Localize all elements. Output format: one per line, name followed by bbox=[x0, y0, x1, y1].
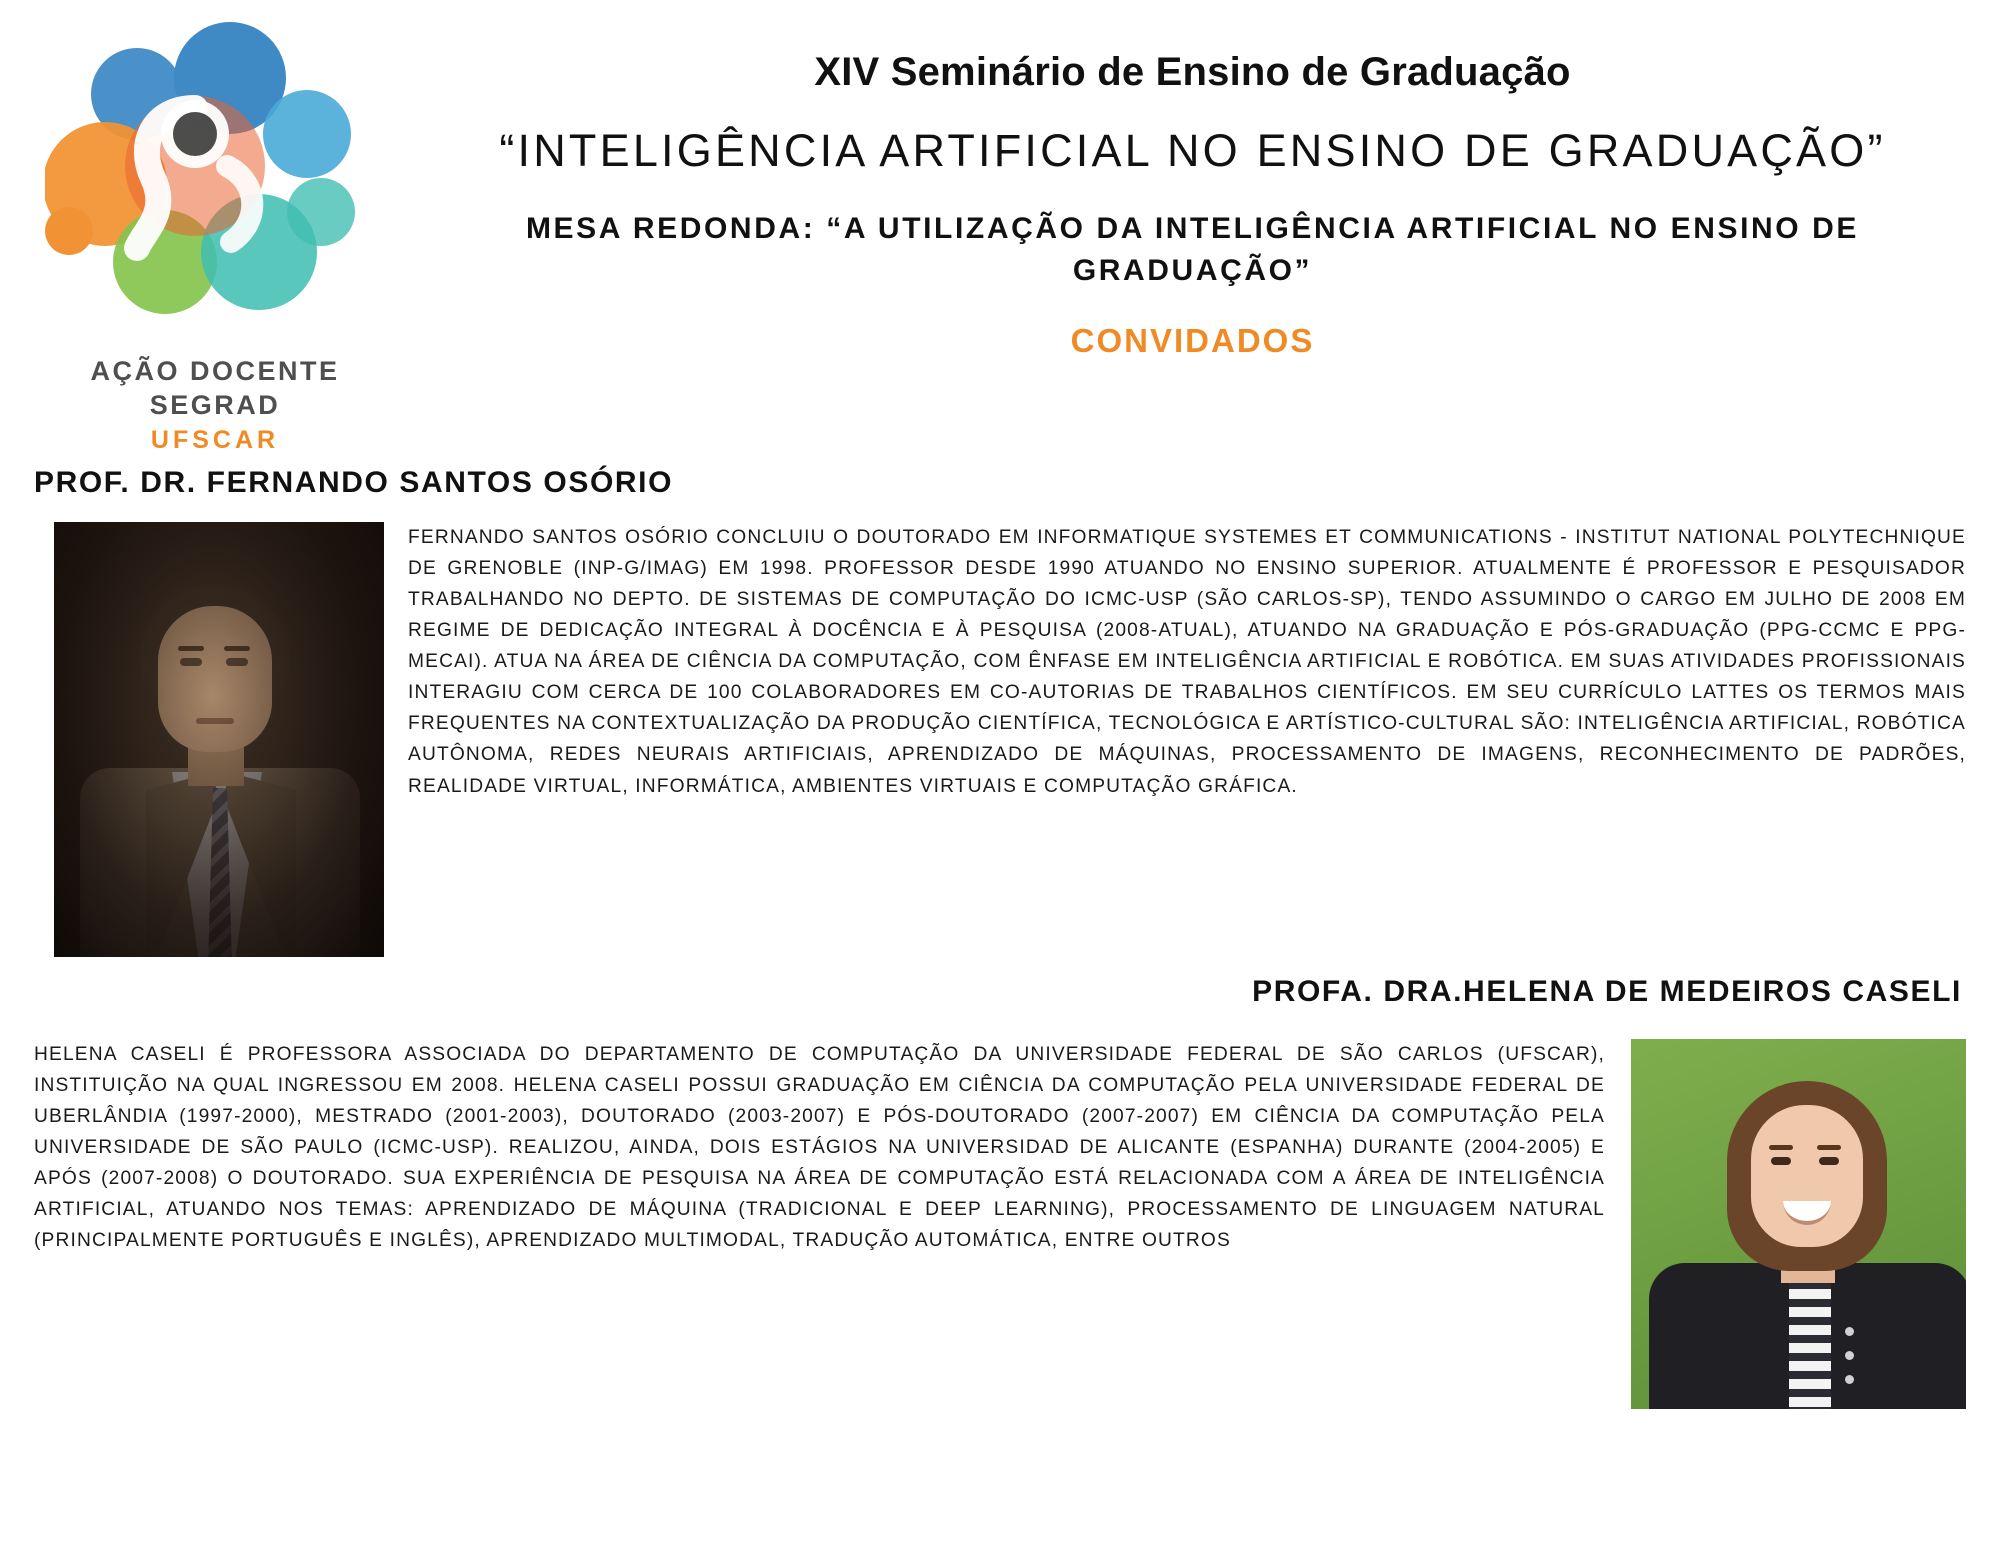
seminar-title: XIV Seminário de Ensino de Graduação bbox=[814, 50, 1571, 94]
speaker-2-bio: HELENA CASELI É PROFESSORA ASSOCIADA DO DEPARTAMENTO DE COMPUTAÇÃO DA UNIVERSIDADE FEDERAL DE SÃO CARLOS (UFSCAR), INSTITUIÇÃO NA QUAL INGRESSOU EM 2008. HELENA CASELI POSSUI GRADUAÇÃO EM CIÊNCIA DA COMPUTAÇÃO PELA UNIVERSIDADE FEDERAL DE UBERLÂNDIA (1997-2000), MESTRADO (2001-2003), DOUTORADO (2003-2007) E PÓS-DOUTORADO (2007-2007) EM CIÊNCIA DA COMPUTAÇÃO PELA UNIVERSIDADE DE SÃO PAULO (ICMC-USP). REALIZOU, AINDA, DOIS ESTÁGIOS NA UNIVERSIDAD DE ALICANTE (ESPANHA) DURANTE (2004-2005) E APÓS (2007-2008) O DOUTORADO. SUA EXPERIÊNCIA DE PESQUISA NA ÁREA DE COMPUTAÇÃO ESTÁ RELACIONADA COM A ÁREA DE INTELIGÊNCIA ARTIFICIAL, ATUANDO NOS TEMAS: APRENDIZADO DE MÁQUINA (TRADICIONAL E DEEP LEARNING), PROCESSAMENTO DE LINGUAGEM NATURAL (PRINCIPALMENTE PORTUGUÊS E INGLÊS), APRENDIZADO MULTIMODAL, TRADUÇÃO AUTOMÁTICA, ENTRE OUTROS bbox=[34, 1043, 1605, 1252]
logo-line-1: AÇÃO DOCENTE bbox=[90, 356, 340, 386]
logo-wordmark bbox=[90, 355, 339, 456]
speaker-1-body bbox=[0, 522, 2000, 957]
logo-line-2: SEGRAD bbox=[149, 389, 281, 420]
logo-block bbox=[0, 10, 430, 456]
speaker-1-bio: FERNANDO SANTOS OSÓRIO CONCLUIU O DOUTORADO EM INFORMATIQUE SYSTEMES ET COMMUNICATIONS - INSTITUT NATIONAL POLYTECHNIQUE DE GRENOBLE (INP-G/IMAG) EM 1998. PROFESSOR DESDE 1990 ATUANDO NO ENSINO SUPERIOR. ATUALMENTE É PROFESSOR E PESQUISADOR TRABALHANDO NO DEPTO. DE SISTEMAS DE COMPUTAÇÃO DO ICMC-USP (SÃO CARLOS-SP), TENDO ASSUMINDO O CARGO EM JULHO DE 2008 EM REGIME DE DEDICAÇÃO INTEGRAL À DOCÊNCIA E À PESQUISA (2008-ATUAL), ATUANDO NA GRADUAÇÃO E PÓS-GRADUAÇÃO (PPG-CCMC E PPG-MECAI). ATUA NA ÁREA DE CIÊNCIA DA COMPUTAÇÃO, COM ÊNFASE EM INTELIGÊNCIA ARTIFICIAL E ROBÓTICA. EM SUAS ATIVIDADES PROFISSIONAIS INTERAGIU COM CERCA DE 100 COLABORADORES EM CO-AUTORIAS DE TRABALHOS CIENTÍFICOS. EM SEU CURRÍCULO LATTES OS TERMOS MAIS FREQUENTES NA CONTEXTUALIZAÇÃO DA PRODUÇÃO CIENTÍFICA, TECNOLÓGICA E ARTÍSTICO-CULTURAL SÃO: INTELIGÊNCIA ARTIFICIAL, ROBÓTICA AUTÔNOMA, REDES NEURAIS ARTIFICIAIS, APRENDIZADO DE MÁQUINAS, PROCESSAMENTO DE IMAGENS, RECONHECIMENTO DE PADRÕES, REALIDADE VIRTUAL, INFORMÁTICA, AMBIENTES VIRTUAIS E COMPUTAÇÃO GRÁFICA. bbox=[408, 526, 1966, 797]
main-title: “INTELIGÊNCIA ARTIFICIAL NO ENSINO DE GRADUAÇÃO” bbox=[499, 125, 1886, 176]
acao-docente-segrad-logo-icon bbox=[45, 16, 385, 361]
speaker-section-2 bbox=[0, 957, 2000, 1409]
round-table-subtitle: MESA REDONDA: “A UTILIZAÇÃO DA INTELIGÊNCIA ARTIFICIAL NO ENSINO DE GRADUAÇÃO” bbox=[525, 211, 1860, 287]
guests-label: CONVIDADOS bbox=[1070, 321, 1315, 359]
speaker-section-1 bbox=[0, 456, 2000, 957]
speaker-1-name: PROF. DR. FERNANDO SANTOS OSÓRIO bbox=[34, 465, 674, 499]
logo-line-3: UFSCAR bbox=[150, 425, 280, 454]
helena-de-medeiros-caseli-photo bbox=[1631, 1039, 1966, 1409]
speaker-2-body bbox=[0, 1039, 2000, 1409]
poster-header bbox=[0, 0, 2000, 456]
title-block bbox=[430, 10, 2000, 360]
speaker-2-name: PROFA. DRA.HELENA DE MEDEIROS CASELI bbox=[1252, 974, 1962, 1008]
fernando-santos-osorio-photo bbox=[54, 522, 384, 957]
